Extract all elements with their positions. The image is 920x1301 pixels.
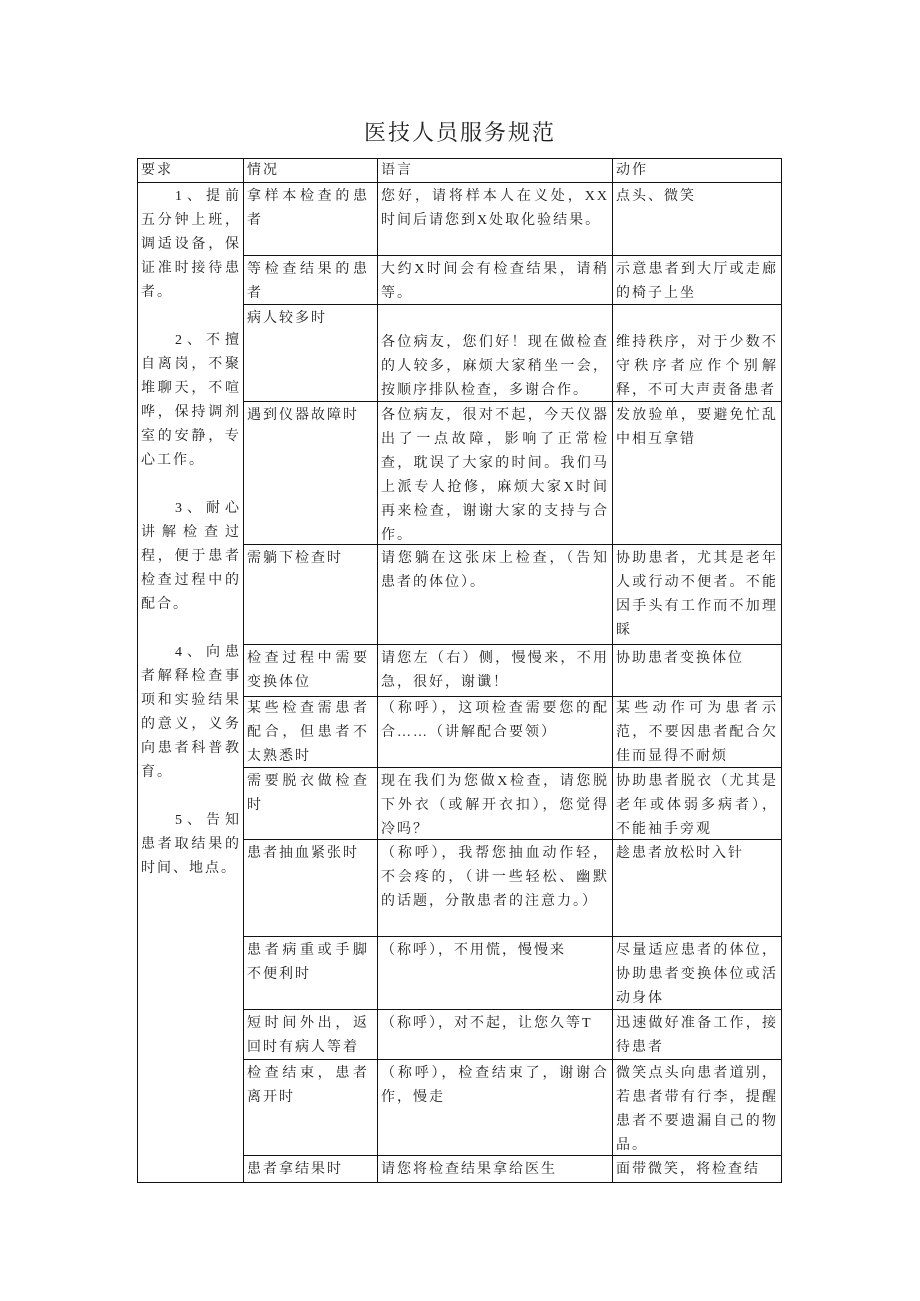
action-cell: 尽量适应患者的体位，协助患者变换体位或活动身体	[613, 937, 782, 1010]
action-cell: 微笑点头向患者道别，若患者带有行李，提醒患者不要遗漏自己的物品。	[613, 1060, 782, 1156]
situation-cell: 患者病重或手脚不便利时	[244, 937, 378, 1010]
header-action: 动作	[613, 159, 782, 183]
action-cell: 趁患者放松时入针	[613, 840, 782, 937]
situation-cell: 遇到仪器故障时	[244, 402, 378, 545]
requirement-item: 4、向患者解释检查事项和实验结果的意义，义务向患者科普教育。	[141, 645, 241, 780]
situation-cell: 拿样本检查的患者	[244, 183, 378, 256]
action-cell: 迅速做好准备工作，接待患者	[613, 1010, 782, 1060]
language-cell: （称呼），这项检查需要您的配合……（讲解配合要领）	[378, 697, 613, 768]
language-cell: （称呼），我帮您抽血动作轻，不会疼的，（讲一些轻松、幽默的话题，分散患者的注意力。）	[378, 840, 613, 937]
situation-cell: 检查结束，患者离开时	[244, 1060, 378, 1156]
language-cell: （称呼），检查结束了，谢谢合作，慢走	[378, 1060, 613, 1156]
situation-cell: 检查过程中需要变换体位	[244, 645, 378, 697]
language-cell: （称呼），对不起，让您久等T	[378, 1010, 613, 1060]
action-cell: 协助患者，尤其是老年人或行动不便者。不能因手头有工作而不加理睬	[613, 545, 782, 645]
situation-cell: 患者抽血紧张时	[244, 840, 378, 937]
language-cell: 请您左（右）侧，慢慢来，不用急，很好，谢谶！	[378, 645, 613, 697]
language-cell: 请您将检查结果拿给医生	[378, 1156, 613, 1183]
action-cell: 面带微笑，将检查结	[613, 1156, 782, 1183]
situation-cell: 需要脱衣做检查时	[244, 768, 378, 840]
action-cell: 协助患者脱衣（尤其是老年或体弱多病者），不能袖手旁观	[613, 768, 782, 840]
language-cell: 各位病友，很对不起，今天仪器出了一点故障，影响了正常检查，耽误了大家的时间。我们马上派专人抢修，麻烦大家X时间再来检查，谢谢大家的支持与合作。	[378, 402, 613, 545]
action-cell: 点头、微笑	[613, 183, 782, 256]
requirement-item: 2、不擅自离岗，不聚堆聊天，不喧哗，保持调剂室的安静，专心工作。	[141, 333, 241, 468]
situation-cell: 等检查结果的患者	[244, 256, 378, 305]
language-cell: 请您躺在这张床上检查，（告知患者的体位）。	[378, 545, 613, 645]
action-cell: 某些动作可为患者示范，不要因患者配合欠佳而显得不耐烦	[613, 697, 782, 768]
situation-cell: 患者拿结果时	[244, 1156, 378, 1183]
action-cell: 示意患者到大厅或走廊的椅子上坐	[613, 256, 782, 305]
action-cell: 协助患者变换体位	[613, 645, 782, 697]
action-cell: 维持秩序，对于少数不守秩序者应作个别解释，不可大声责备患者	[613, 305, 782, 402]
requirement-item: 1、提前五分钟上班，调适设备，保证准时接待患者。	[141, 189, 241, 300]
header-requirement: 要求	[138, 159, 244, 183]
situation-cell: 需躺下检查时	[244, 545, 378, 645]
header-situation: 情况	[244, 159, 378, 183]
situation-cell: 短时间外出，返回时有病人等着	[244, 1010, 378, 1060]
service-standard-table	[137, 158, 782, 1183]
requirement-item: 5、告知患者取结果的时间、地点。	[141, 813, 241, 876]
situation-cell: 病人较多时	[244, 305, 378, 402]
situation-cell: 某些检查需患者配合，但患者不太熟悉时	[244, 697, 378, 768]
requirement-item: 3、耐心讲解检查过程，便于患者检查过程中的配合。	[141, 501, 241, 612]
language-cell: 大约X时间会有检查结果，请稍等。	[378, 256, 613, 305]
language-cell: 各位病友，您们好！现在做检查的人较多，麻烦大家稍坐一会，按顺序排队检查，多谢合作。	[378, 305, 613, 402]
page-title: 医技人员服务规范	[363, 120, 556, 145]
language-cell: （称呼），不用慌，慢慢来	[378, 937, 613, 1010]
action-cell: 发放验单，要避免忙乱中相互拿错	[613, 402, 782, 545]
requirements-cell	[138, 183, 244, 1183]
language-cell: 您好，请将样本人在义处，XX时间后请您到X处取化验结果。	[378, 183, 613, 256]
language-cell: 现在我们为您做X检查，请您脱下外衣（或解开衣扣），您觉得冷吗？	[378, 768, 613, 840]
header-language: 语言	[378, 159, 613, 183]
